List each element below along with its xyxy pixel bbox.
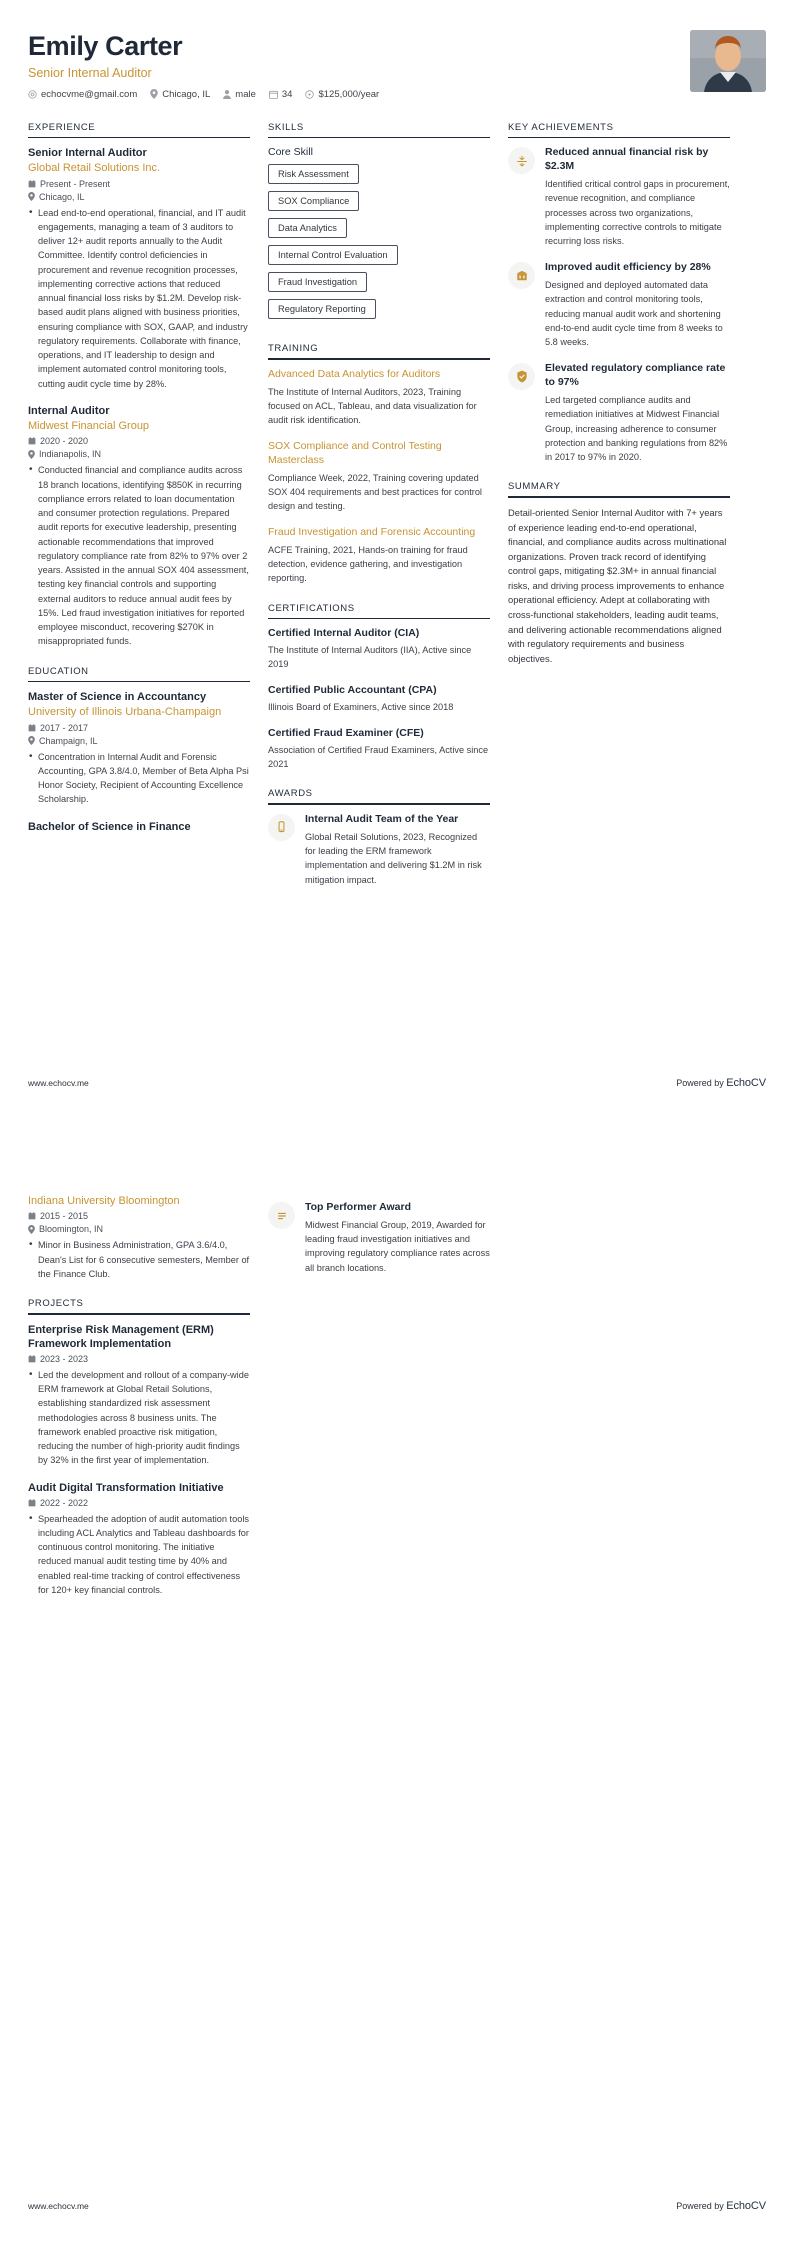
award-body	[305, 813, 490, 887]
section-divider	[508, 496, 730, 498]
contact-list	[28, 89, 379, 100]
achievement-item	[508, 146, 730, 248]
education-dates-value: 2017 - 2017	[40, 722, 89, 733]
section-title-awards: AWARDS	[268, 788, 313, 800]
experience-org: Global Retail Solutions Inc.	[28, 162, 161, 175]
achievement-title: Elevated regulatory compliance rate to 97%	[545, 362, 726, 389]
skill-chip[interactable]: Internal Control Evaluation	[268, 245, 398, 265]
certification-desc: Association of Certified Fraud Examiners, Active since 2021	[268, 744, 489, 770]
training-desc: ACFE Training, 2021, Hands-on training for fraud detection, evidence gathering, and investigation reporting.	[268, 544, 468, 584]
experience-dates	[28, 179, 250, 189]
contact-email-value: echocvme@gmail.com	[41, 88, 138, 100]
training-desc: Compliance Week, 2022, Training covering updated SOX 404 requirements and best practices for control design and testing.	[268, 472, 482, 512]
section-projects	[28, 1298, 250, 1597]
column-middle	[268, 122, 490, 904]
education-bullets	[28, 750, 250, 807]
section-experience	[28, 122, 250, 649]
salary-icon	[305, 90, 314, 99]
achievement-desc: Identified critical control gaps in procurement, revenue recognition, and compliance processes across two organizations, implementing corrective controls to mitigate recurring loss risks.	[545, 179, 730, 246]
certification-item	[268, 627, 490, 671]
location-pin-icon	[28, 192, 35, 201]
skill-chip-row	[268, 299, 490, 326]
calendar-icon	[28, 1355, 36, 1363]
experience-title: Senior Internal Auditor	[28, 147, 147, 160]
experience-location-value: Indianapolis, IN	[39, 449, 102, 460]
experience-location	[28, 449, 250, 459]
section-title-experience: EXPERIENCE	[28, 121, 96, 133]
calendar-icon	[28, 724, 36, 732]
education-item	[28, 820, 250, 834]
section-title-training: TRAINING	[268, 343, 319, 355]
education-item	[28, 1194, 250, 1281]
experience-bullets	[28, 206, 250, 391]
experience-item	[28, 146, 250, 391]
certification-desc: The Institute of Internal Auditors (IIA), Active since 2019	[268, 644, 472, 670]
achievement-desc: Designed and deployed automated data extraction and control monitoring tools, reducing manual audit work and shortening end-to-end audit cycle time from 8 weeks to 5.8 weeks.	[545, 280, 723, 348]
project-dates	[28, 1498, 250, 1508]
calendar-icon	[269, 90, 278, 99]
section-divider	[28, 137, 250, 139]
column-right	[508, 122, 730, 684]
award-title: Internal Audit Team of the Year	[305, 813, 459, 826]
project-bullets	[28, 1368, 250, 1468]
certification-title: Certified Fraud Examiner (CFE)	[268, 727, 424, 740]
training-item	[268, 440, 490, 513]
skill-chip-row	[268, 191, 490, 218]
training-desc: The Institute of Internal Auditors, 2023, Training focused on ACL, Tableau, and data visualization for audit risk identification.	[268, 386, 477, 426]
education-dates-value: 2015 - 2015	[40, 1211, 89, 1222]
section-education-continued	[28, 1194, 250, 1281]
training-item	[268, 526, 490, 585]
section-summary	[508, 481, 730, 666]
project-title: Enterprise Risk Management (ERM) Framework Implementation	[28, 1323, 214, 1350]
education-degree: Master of Science in Accountancy	[28, 691, 207, 704]
footer-brand	[676, 2200, 766, 2212]
education-dates	[28, 1211, 250, 1221]
section-divider	[268, 803, 490, 805]
project-bullets	[28, 1512, 250, 1598]
section-divider	[268, 137, 490, 139]
project-dates	[28, 1354, 250, 1364]
project-item	[28, 1481, 250, 1598]
achievement-title: Reduced annual financial risk by $2.3M	[545, 146, 709, 173]
experience-location-value: Chicago, IL	[39, 191, 85, 202]
contact-gender-value: male	[235, 88, 256, 100]
education-location	[28, 1224, 250, 1234]
contact-location-value: Chicago, IL	[162, 88, 211, 100]
certification-title: Certified Public Accountant (CPA)	[268, 684, 437, 697]
header-text-block	[28, 30, 379, 100]
achievement-body	[545, 261, 730, 349]
footer-powered-label: Powered by	[676, 1078, 727, 1088]
section-title-summary: SUMMARY	[508, 481, 561, 493]
award-desc: Midwest Financial Group, 2019, Awarded for leading fraud investigation initiatives and improving regulatory compliance rates across all branch locations.	[305, 1219, 490, 1273]
content-columns-page2	[28, 1193, 766, 1614]
calendar-icon	[28, 1499, 36, 1507]
training-title: Fraud Investigation and Forensic Accounting	[268, 526, 476, 539]
education-school: Indiana University Bloomington	[28, 1195, 180, 1207]
training-item	[268, 368, 490, 427]
skill-group-label: Core Skill	[268, 146, 313, 159]
section-skills	[268, 122, 490, 327]
experience-bullet: • Lead end-to-end operational, financial, and IT audit engagements, managing a team of 3 auditors to deliver 12+ audit reports annually to the Audit Committee. Identify control deficiencies in procurement and revenue recognition processes, implementing corrective actions that reduced annual financial loss risks by $1.2M. Develop risk-based audit plans aligned with business priorities, ensuring compliance with SOX, GAAP, and industry regulatory requirements. Collaborate with finance, operations, and IT leadership to design and implement automated control monitoring tools, cutting audit cycle time by 28%.	[28, 206, 250, 391]
contact-email	[28, 89, 137, 100]
content-columns	[28, 122, 766, 904]
experience-dates-value: 2020 - 2020	[40, 436, 89, 447]
experience-org: Midwest Financial Group	[28, 419, 150, 432]
experience-dates	[28, 436, 250, 446]
experience-item	[28, 404, 250, 649]
page-footer	[28, 2200, 766, 2212]
footer-url[interactable]: www.echocv.me	[28, 1078, 89, 1088]
bank-icon	[508, 262, 535, 289]
skill-chip-row	[268, 164, 490, 191]
contact-age-value: 34	[281, 88, 293, 100]
skill-chip-row	[268, 218, 490, 245]
award-body	[305, 1201, 490, 1275]
section-divider	[28, 681, 250, 683]
education-school: University of Illinois Urbana-Champaign	[28, 706, 222, 719]
certification-title: Certified Internal Auditor (CIA)	[268, 627, 420, 640]
section-training	[268, 343, 490, 585]
skill-chip[interactable]: Risk Assessment	[268, 164, 359, 184]
achievement-item	[508, 261, 730, 349]
experience-bullet: • Conducted financial and compliance audits across 18 branch locations, identifying $850K in recurring compliance errors related to loan documentation and consumer protection regulations. Prepared audit reports for executive leadership, presenting actionable recommendations that improved regulatory compliance rate from 82% to 97% over 2 years. Assisted in the annual SOX 404 assessment, testing key financial controls and supporting external auditors to reduce annual audit fees by 15%. Led fraud investigation initiatives for reported employee misconduct, recovering $270K in misappropriated funds.	[28, 463, 250, 648]
skill-chip[interactable]: Fraud Investigation	[268, 272, 367, 292]
experience-bullets	[28, 463, 250, 648]
email-icon	[28, 90, 37, 99]
education-bullet: • Concentration in Internal Audit and Forensic Accounting, GPA 3.8/4.0, Member of Beta Alpha Psi Honor Society, Recipient of Accounting Excellence Scholarship.	[28, 750, 250, 807]
award-desc: Global Retail Solutions, 2023, Recognized for leading the ERM framework implementation and delivering $1.2M in risk mitigation impact.	[305, 831, 482, 885]
section-awards-continued	[268, 1201, 490, 1275]
achievement-body	[545, 146, 730, 248]
education-bullet: • Minor in Business Administration, GPA 3.6/4.0, Dean's List for 6 consecutive semesters, Member of the Finance Club.	[28, 1238, 250, 1281]
footer-powered-label: Powered by	[676, 2201, 727, 2211]
section-divider	[268, 618, 490, 620]
section-certifications	[268, 603, 490, 772]
location-pin-icon	[28, 1225, 35, 1234]
person-icon	[223, 90, 231, 99]
candidate-name: Emily Carter	[28, 31, 183, 61]
resume-header	[28, 30, 766, 100]
section-awards	[268, 788, 490, 886]
award-item	[268, 1201, 490, 1275]
section-title-certifications: CERTIFICATIONS	[268, 602, 355, 614]
education-degree: Bachelor of Science in Finance	[28, 820, 191, 833]
achievement-body	[545, 362, 730, 464]
page-footer	[28, 1077, 766, 1089]
achievement-desc: Led targeted compliance audits and remediation initiatives at Midwest Financial Group, increasing adherence to consumer protection and banking regulations from 82% in 2017 to 97% in 2020.	[545, 395, 728, 463]
education-dates	[28, 723, 250, 733]
skill-chip-row	[268, 272, 490, 299]
footer-brand-name: EchoCV	[726, 2200, 766, 2212]
certification-item	[268, 727, 490, 771]
project-dates-value: 2022 - 2022	[40, 1497, 89, 1508]
calendar-icon	[28, 437, 36, 445]
education-location	[28, 736, 250, 746]
project-dates-value: 2023 - 2023	[40, 1353, 89, 1364]
skill-chip-row	[268, 245, 490, 272]
contact-location	[150, 89, 210, 100]
education-item	[28, 690, 250, 806]
shield-check-icon	[508, 363, 535, 390]
skill-chip[interactable]: SOX Compliance	[268, 191, 359, 211]
location-pin-icon	[28, 736, 35, 745]
section-divider	[268, 358, 490, 360]
calendar-icon	[28, 180, 36, 188]
training-title: Advanced Data Analytics for Auditors	[268, 367, 441, 380]
section-title-key-achievements: KEY ACHIEVEMENTS	[508, 121, 614, 133]
section-key-achievements	[508, 122, 730, 465]
chart-down-icon	[508, 147, 535, 174]
certificate-icon	[268, 1202, 295, 1229]
award-item	[268, 813, 490, 887]
footer-url[interactable]: www.echocv.me	[28, 2201, 89, 2211]
contact-age	[269, 89, 293, 100]
section-title-projects: PROJECTS	[28, 1298, 84, 1310]
resume-page-2	[0, 1123, 794, 2246]
skill-chip[interactable]: Regulatory Reporting	[268, 299, 376, 319]
footer-brand-name: EchoCV	[726, 1077, 766, 1089]
calendar-icon	[28, 1212, 36, 1220]
trophy-icon	[268, 814, 295, 841]
column-left-page2	[28, 1193, 250, 1614]
project-item	[28, 1323, 250, 1468]
footer-brand	[676, 1077, 766, 1089]
section-education	[28, 666, 250, 834]
location-pin-icon	[28, 450, 35, 459]
education-location-value: Bloomington, IN	[39, 1224, 104, 1235]
column-middle-page2	[268, 1193, 490, 1292]
contact-gender	[223, 89, 256, 100]
location-pin-icon	[150, 89, 158, 99]
section-divider	[28, 1313, 250, 1315]
education-location-value: Champaign, IL	[39, 735, 98, 746]
column-left	[28, 122, 250, 851]
skill-chip[interactable]: Data Analytics	[268, 218, 347, 238]
experience-dates-value: Present - Present	[40, 178, 111, 189]
education-bullets	[28, 1238, 250, 1281]
project-title: Audit Digital Transformation Initiative	[28, 1481, 224, 1494]
training-title: SOX Compliance and Control Testing Masterclass	[268, 440, 442, 466]
certification-desc: Illinois Board of Examiners, Active since 2018	[268, 702, 454, 713]
candidate-role: Senior Internal Auditor	[28, 65, 152, 80]
summary-text: Detail-oriented Senior Internal Auditor with 7+ years of experience leading end-to-end operational, financial, and compliance audits across multinational organizations. Proven track record of identifying control gaps, mitigating $2.3M+ in annual financial risks, and driving process improvements to enhance operational efficiency. Adept at collaborating with cross-functional stakeholders, leading audit teams, and delivering actionable recommendations aligned with regulatory requirements and business objectives.	[508, 506, 727, 664]
section-divider	[508, 137, 730, 139]
contact-salary-value: $125,000/year	[318, 88, 380, 100]
experience-location	[28, 192, 250, 202]
award-title: Top Performer Award	[305, 1201, 411, 1213]
achievement-item	[508, 362, 730, 464]
experience-title: Internal Auditor	[28, 404, 110, 417]
project-bullet: • Led the development and rollout of a company-wide ERM framework at Global Retail Solutions, establishing standardized risk assessment methodologies across 8 business units. The framework enabled proactive risk mitigation, reducing the number of high-priority audit findings by 32% in the first year of implementation.	[28, 1368, 250, 1468]
project-bullet: • Spearheaded the adoption of audit automation tools including ACL Analytics and Tableau dashboards for continuous control monitoring. The initiative reduced manual audit testing time by 40% and enabled real-time tracking of control effectiveness for 120+ key financial controls.	[28, 1512, 250, 1598]
achievement-title: Improved audit efficiency by 28%	[545, 261, 711, 274]
section-title-skills: SKILLS	[268, 121, 304, 133]
certification-item	[268, 684, 490, 714]
contact-salary	[305, 89, 379, 100]
avatar	[690, 30, 766, 92]
section-title-education: EDUCATION	[28, 665, 89, 677]
